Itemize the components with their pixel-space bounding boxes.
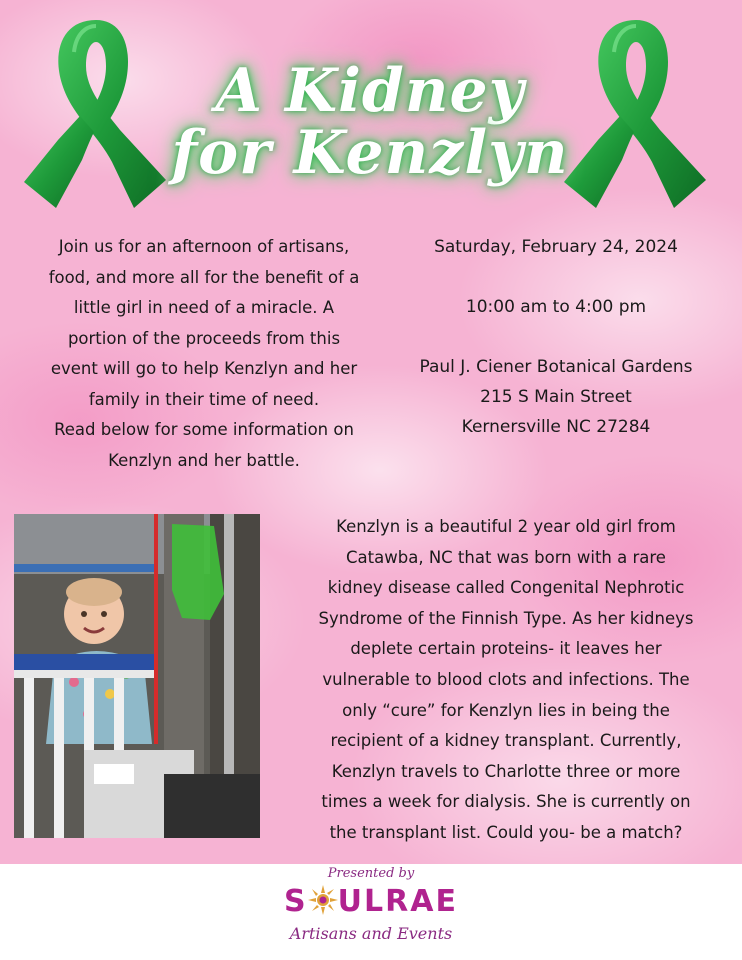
story-line: vulnerable to blood clots and infections. The [322, 669, 690, 689]
event-date: Saturday, February 24, 2024 [434, 237, 678, 257]
intro-paragraph [28, 232, 380, 476]
kenzlyn-photo [14, 514, 260, 838]
story-line: Catawba, NC that was born with a rare [346, 547, 666, 567]
story-line: kidney disease called Congenital Nephrotic [327, 578, 685, 598]
story-line: Kenzlyn is a beautiful 2 year old girl from [336, 517, 676, 536]
story-line: the transplant list. Could you- be a match? [329, 822, 683, 842]
intro-line: portion of the proceeds from this [67, 328, 341, 348]
intro-line: family in their time of need. [88, 389, 320, 409]
story-line: Kenzlyn travels to Charlotte three or more [331, 761, 681, 781]
event-details [395, 232, 717, 442]
brand-prefix: S [284, 884, 308, 919]
story-line: only “cure” for Kenzlyn lies in being the [342, 700, 670, 720]
story-line: Syndrome of the Finnish Type. As her kidneys [318, 608, 694, 628]
intro-line: Kenzlyn and her battle. [108, 450, 300, 470]
intro-line: event will go to help Kenzlyn and her [50, 359, 358, 378]
flyer-title-line-2: for Kenzlyn [171, 118, 569, 188]
brand-tagline: Artisans and Events [289, 924, 453, 943]
intro-line: little girl in need of a miracle. A [73, 298, 335, 317]
story-line: deplete certain proteins- it leaves her [350, 639, 662, 659]
intro-line: food, and more all for the benefit of a [48, 267, 360, 287]
story-line: times a week for dialysis. She is currently on [321, 792, 691, 812]
event-time: 10:00 am to 4:00 pm [465, 297, 647, 317]
event-venue: Paul J. Ciener Botanical Gardens [419, 357, 693, 377]
presented-by-label: Presented by [327, 866, 415, 881]
story-line: recipient of a kidney transplant. Currently, [330, 731, 682, 751]
story-paragraph [278, 512, 734, 849]
sun-logo-icon [308, 885, 338, 915]
flyer-title-line-1: A Kidney [215, 56, 525, 126]
brand-logo [0, 884, 742, 920]
brand-suffix: ULRAE [337, 884, 458, 919]
event-street: 215 S Main Street [480, 387, 632, 407]
event-city: Kernersville NC 27284 [461, 417, 651, 437]
intro-line: Read below for some information on [54, 420, 354, 439]
intro-line: Join us for an afternoon of artisans, [58, 237, 350, 256]
